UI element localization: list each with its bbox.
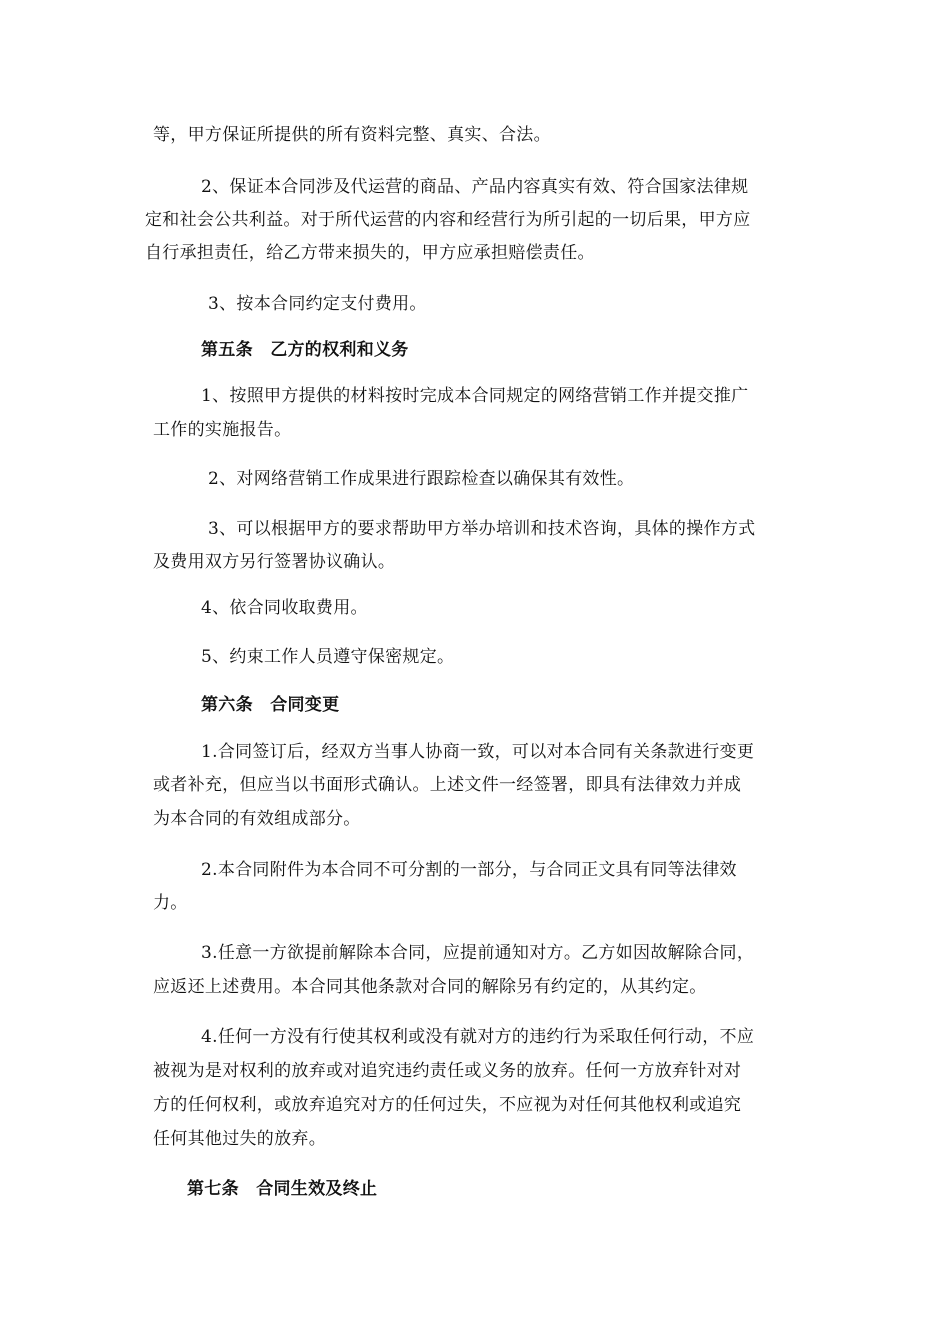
text-line: 1.合同签订后，经双方当事人协商一致，可以对本合同有关条款进行变更 bbox=[201, 742, 755, 762]
section-heading: 第五条 乙方的权利和义务 bbox=[201, 340, 409, 360]
text-line: 3.任意一方欲提前解除本合同，应提前通知对方。乙方如因故解除合同， bbox=[201, 943, 755, 963]
text-line: 等，甲方保证所提供的所有资料完整、真实、合法。 bbox=[153, 125, 551, 145]
text-line: 2、对网络营销工作成果进行跟踪检查以确保其有效性。 bbox=[208, 469, 635, 489]
text-line: 3、按本合同约定支付费用。 bbox=[208, 294, 427, 314]
section-heading: 第七条 合同生效及终止 bbox=[187, 1179, 378, 1199]
text-line: 定和社会公共利益。对于所代运营的内容和经营行为所引起的一切后果，甲方应 bbox=[145, 210, 751, 230]
text-line: 被视为是对权利的放弃或对追究违约责任或义务的放弃。任何一方放弃针对对 bbox=[153, 1061, 742, 1081]
text-line: 方的任何权利，或放弃追究对方的任何过失，不应视为对任何其他权利或追究 bbox=[153, 1095, 742, 1115]
text-line: 4.任何一方没有行使其权利或没有就对方的违约行为采取任何行动，不应 bbox=[201, 1027, 755, 1047]
text-line: 任何其他过失的放弃。 bbox=[153, 1129, 326, 1149]
text-line: 力。 bbox=[153, 893, 188, 913]
text-line: 1、按照甲方提供的材料按时完成本合同规定的网络营销工作并提交推广 bbox=[201, 386, 749, 406]
text-line: 应返还上述费用。本合同其他条款对合同的解除另有约定的，从其约定。 bbox=[153, 977, 707, 997]
text-line: 2.本合同附件为本合同不可分割的一部分，与合同正文具有同等法律效 bbox=[201, 860, 737, 880]
text-line: 为本合同的有效组成部分。 bbox=[153, 809, 361, 829]
text-line: 或者补充，但应当以书面形式确认。上述文件一经签署，即具有法律效力并成 bbox=[153, 775, 742, 795]
text-line: 工作的实施报告。 bbox=[153, 420, 292, 440]
text-line: 自行承担责任，给乙方带来损失的，甲方应承担赔偿责任。 bbox=[145, 243, 595, 263]
text-line: 及费用双方另行签署协议确认。 bbox=[153, 552, 396, 572]
section-heading: 第六条 合同变更 bbox=[201, 695, 340, 715]
text-line: 4、依合同收取费用。 bbox=[201, 598, 368, 618]
text-line: 3、可以根据甲方的要求帮助甲方举办培训和技术咨询，具体的操作方式 bbox=[208, 519, 756, 539]
text-line: 2、保证本合同涉及代运营的商品、产品内容真实有效、符合国家法律规 bbox=[201, 177, 749, 197]
text-line: 5、约束工作人员遵守保密规定。 bbox=[201, 647, 455, 667]
